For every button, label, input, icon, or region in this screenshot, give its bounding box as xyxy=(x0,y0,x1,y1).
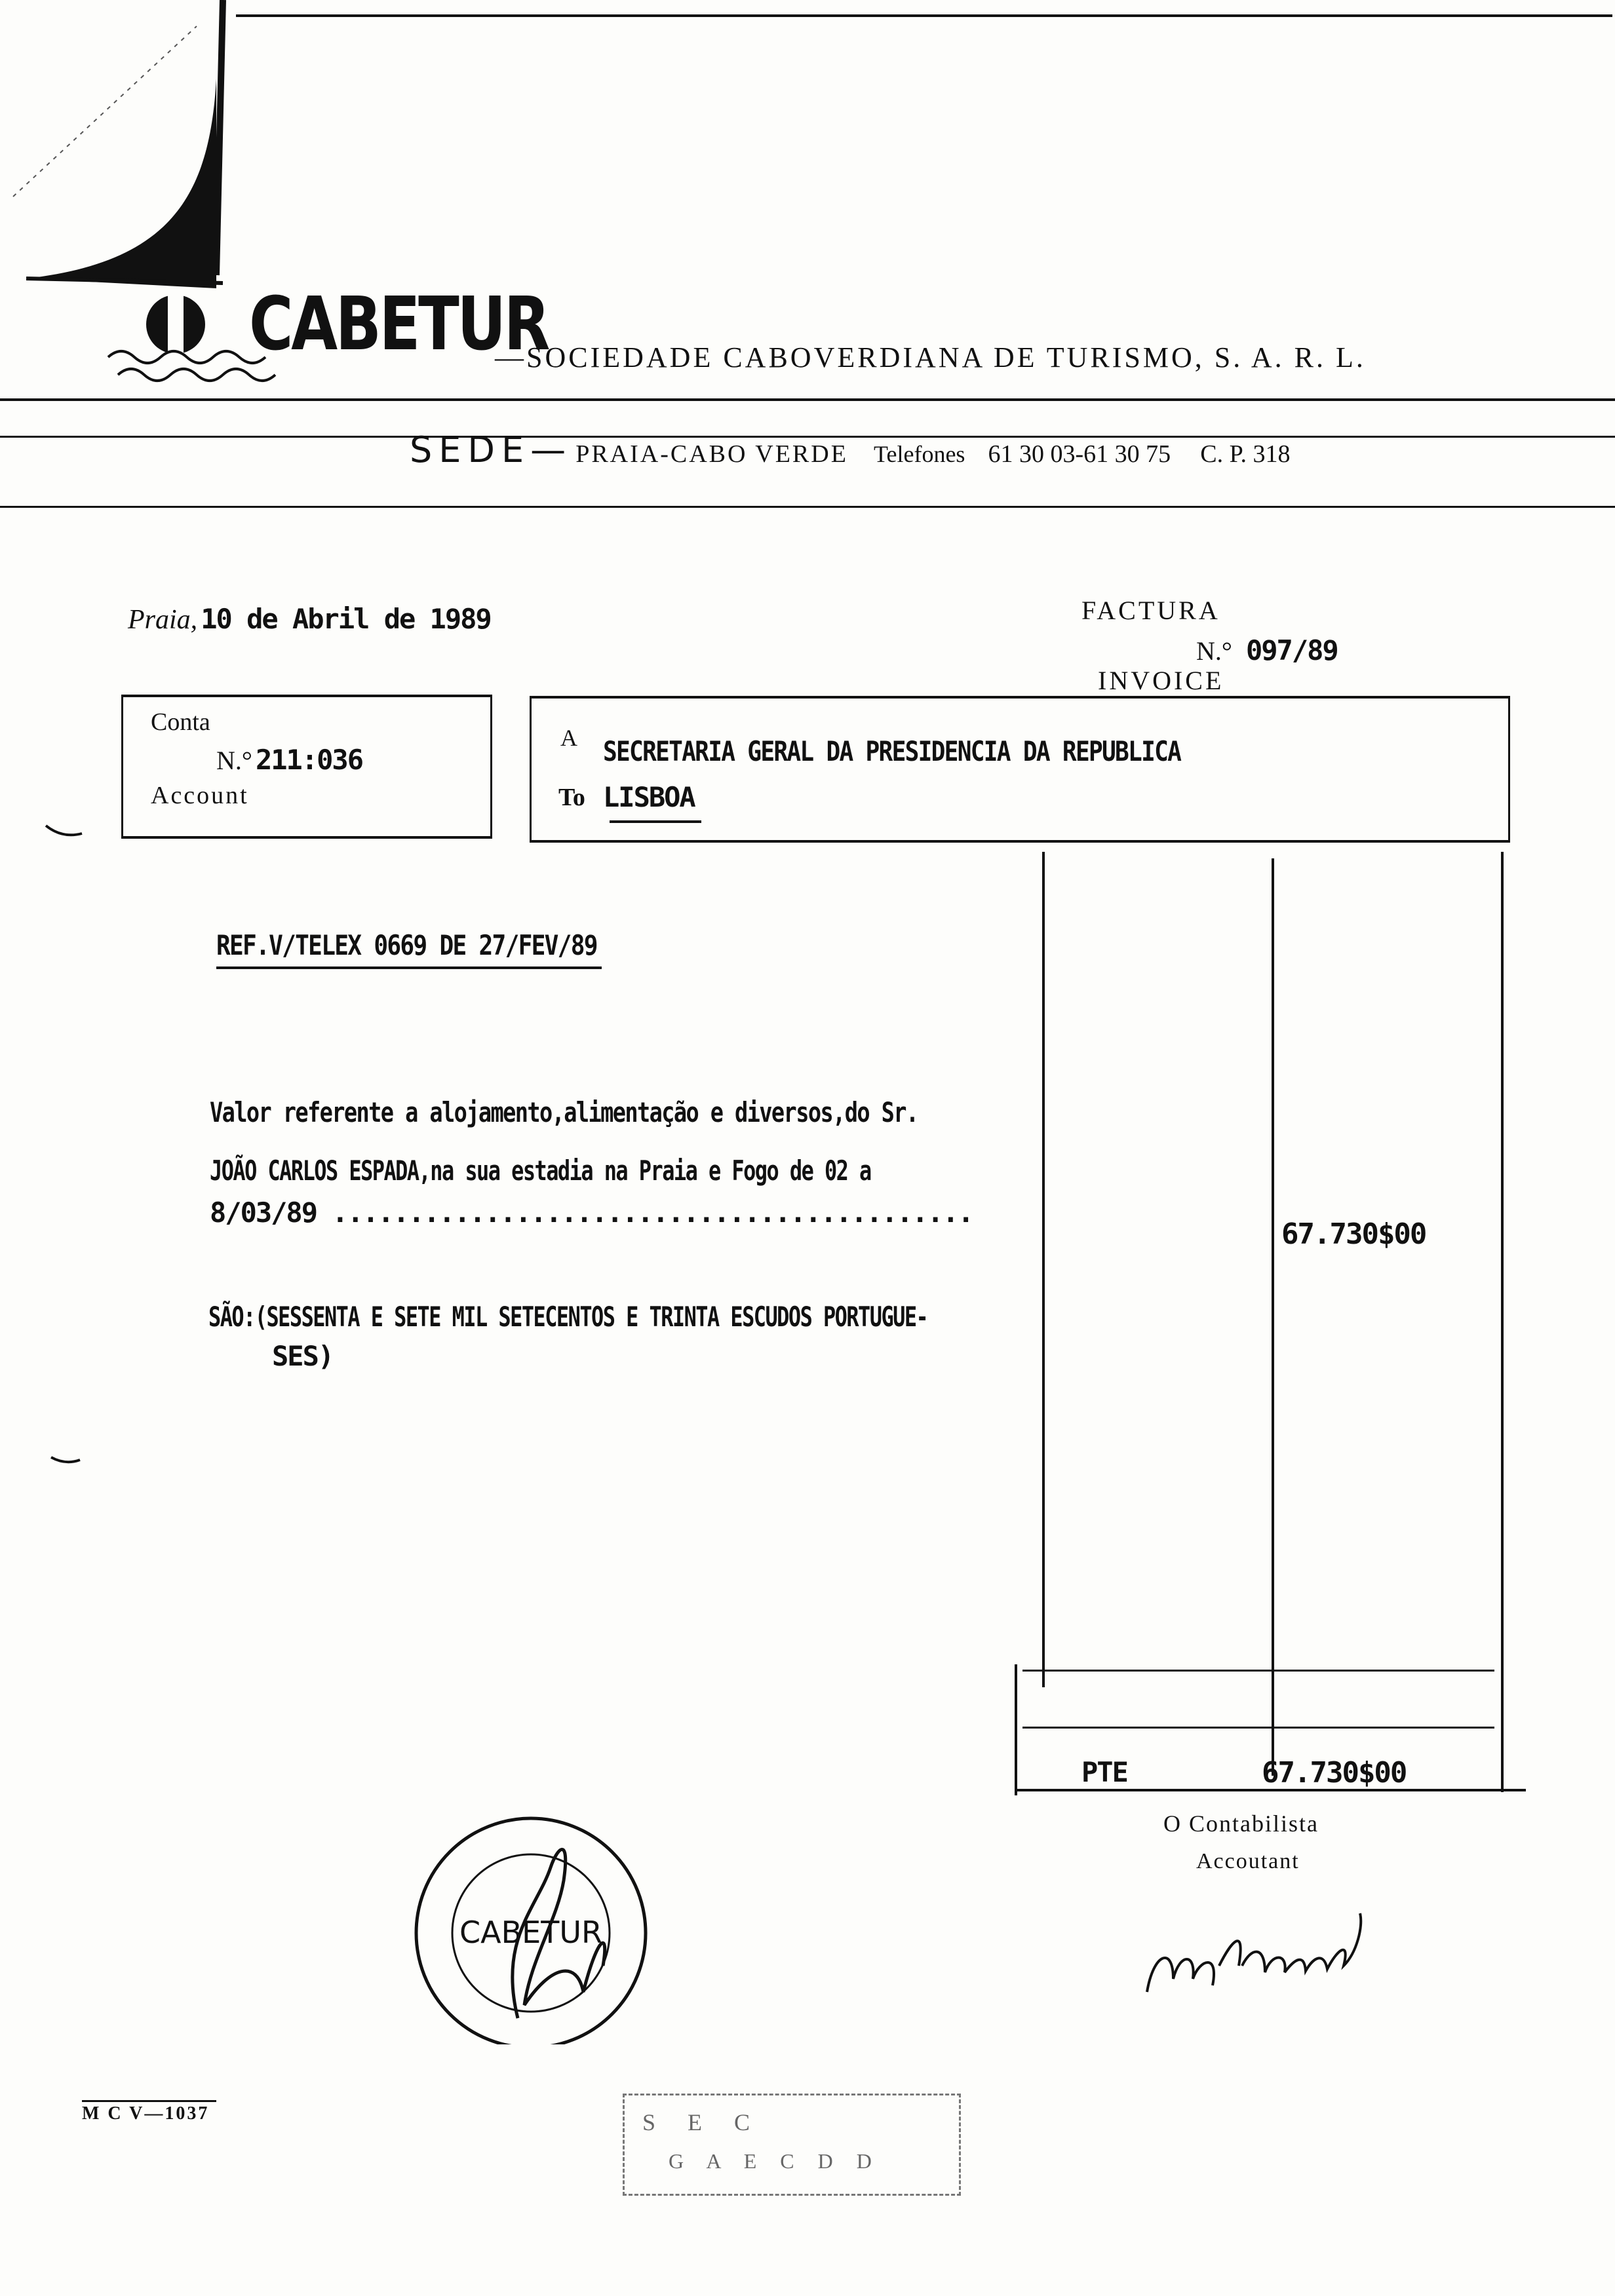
address: PRAIA-CABO VERDE xyxy=(575,440,848,468)
line-amount: 67.730$00 xyxy=(1281,1217,1426,1251)
column-line-left xyxy=(1042,852,1045,1687)
amount-in-words-line-1: SÃO:(SESSENTA E SETE MIL SETECENTOS E TRINTA ESCUDOS PORTUGUE- xyxy=(208,1301,928,1333)
total-currency: PTE xyxy=(1081,1756,1127,1788)
reference-underline xyxy=(216,966,602,969)
account-number: 211:036 xyxy=(255,744,362,776)
address-line xyxy=(410,429,1291,470)
description-line-1: Valor referente a alojamento,alimentação e diversos,do Sr. xyxy=(210,1096,918,1128)
invoice-title: INVOICE xyxy=(1098,666,1224,695)
header-rule-3 xyxy=(0,506,1615,508)
recipient-prefix: A xyxy=(560,725,577,751)
invoice-number-line xyxy=(1196,634,1338,666)
recipient-to-label: To xyxy=(558,784,585,811)
po-box: C. P. 318 xyxy=(1200,440,1291,468)
column-line-total-left xyxy=(1015,1664,1017,1795)
invoice-place: Praia, xyxy=(128,605,198,635)
faded-stamp-line-1: S E C xyxy=(642,2109,764,2135)
top-edge-line xyxy=(236,14,1612,17)
invoice-number-label: N.° xyxy=(1196,636,1232,666)
reference-line: REF.V/TELEX 0669 DE 27/FEV/89 xyxy=(216,929,597,961)
accountant-label-en: Accoutant xyxy=(1196,1849,1300,1873)
header-rule-1 xyxy=(0,398,1615,401)
recipient-city: LISBOA xyxy=(603,781,695,813)
factura-title: FACTURA xyxy=(1081,596,1220,625)
accountant-label: O Contabilista xyxy=(1163,1810,1319,1837)
phone-label: Telefones xyxy=(874,441,965,467)
margin-mark-1 xyxy=(39,819,92,845)
invoice-date-line xyxy=(128,603,491,636)
margin-mark-2 xyxy=(46,1448,98,1474)
description-line-2: JOÃO CARLOS ESPADA,na sua estadia na Praia e Fogo de 02 a xyxy=(210,1155,871,1187)
invoice-date: 10 de Abril de 1989 xyxy=(201,603,491,635)
brand-name: CABETUR xyxy=(249,282,549,367)
amount-in-words-line-2: SES) xyxy=(272,1340,334,1372)
total-rule-2 xyxy=(1022,1727,1494,1729)
accountant-signature xyxy=(1134,1887,1396,2018)
column-line-right xyxy=(1501,852,1504,1792)
account-number-line xyxy=(216,744,362,776)
sede-label: SEDE— xyxy=(410,429,573,470)
faded-stamp-line-2: G A E C D D xyxy=(669,2149,881,2173)
company-name: —SOCIEDADE CABOVERDIANA DE TURISMO, S. A. R. L. xyxy=(495,341,1366,373)
company-stamp xyxy=(400,1808,662,2044)
account-label-en: Account xyxy=(151,782,249,809)
column-line-middle xyxy=(1272,858,1274,1776)
invoice-number: 097/89 xyxy=(1245,634,1338,666)
total-rule-1 xyxy=(1022,1670,1494,1672)
description-line-3: 8/03/89 .......................................... xyxy=(210,1196,973,1229)
account-number-label: N.° xyxy=(216,746,252,775)
recipient-name: SECRETARIA GERAL DA PRESIDENCIA DA REPUBLICA xyxy=(603,735,1181,767)
svg-text:CABETUR: CABETUR xyxy=(459,1915,602,1950)
recipient-city-underline xyxy=(610,820,701,823)
phone-numbers: 61 30 03-61 30 75 xyxy=(988,440,1171,468)
account-label: Conta xyxy=(151,708,210,736)
form-code: M C V—1037 xyxy=(82,2103,210,2124)
form-code-rule xyxy=(82,2100,216,2102)
total-amount: 67.730$00 xyxy=(1262,1756,1407,1789)
